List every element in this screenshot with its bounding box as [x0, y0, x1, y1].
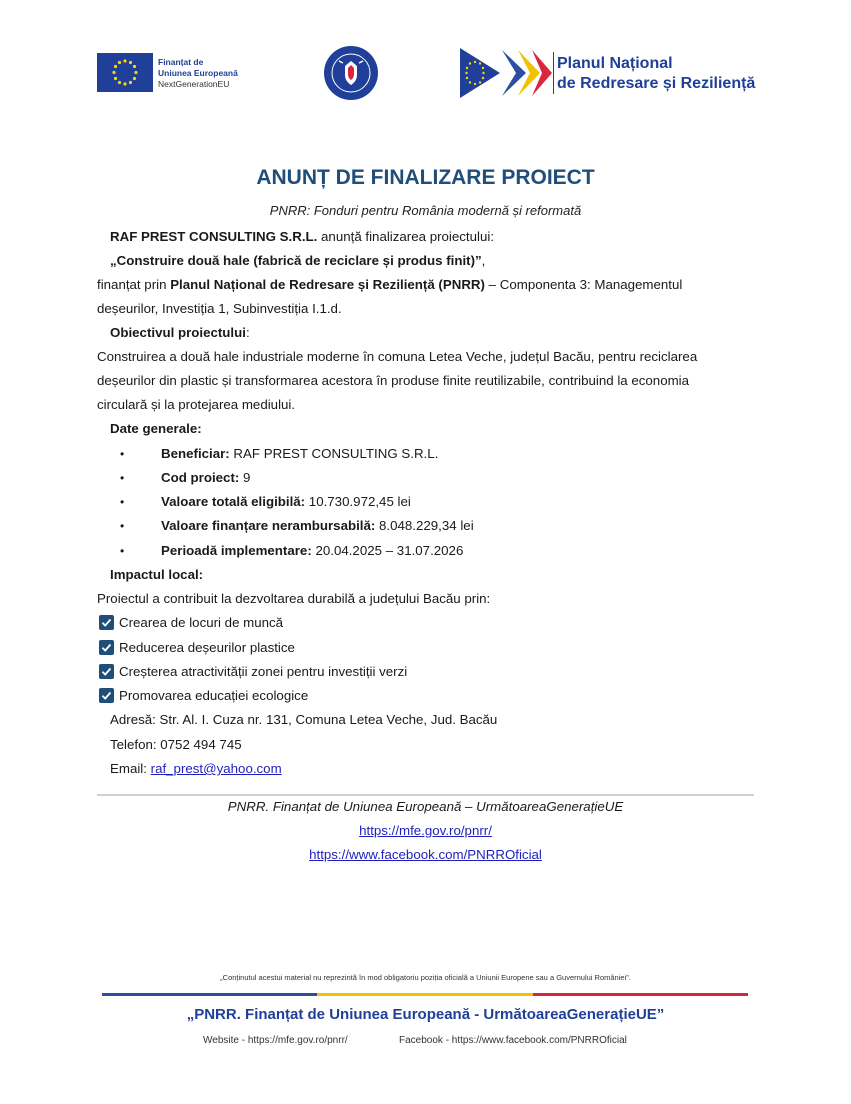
- footer-website: Website - https://mfe.gov.ro/pnrr/: [203, 1035, 348, 1046]
- tricolor-red: [533, 993, 748, 996]
- eu-text-line1: Finanțat de: [158, 57, 204, 67]
- page-title: ANUNȚ DE FINALIZARE PROIECT: [256, 166, 595, 189]
- financed-suffix: – Componenta 3: Managementul: [484, 277, 683, 292]
- objective-heading-colon: :: [245, 325, 250, 340]
- email-label: Email:: [110, 761, 151, 776]
- checklist-item: [99, 688, 308, 704]
- checklist-item: [99, 640, 295, 656]
- list-item: [120, 518, 474, 534]
- grant-value-label: Valoare finanțare nerambursabilă:: [161, 518, 376, 533]
- checkbox-checked-icon: [99, 615, 114, 630]
- beneficiary-label: Beneficiar:: [161, 446, 230, 461]
- contact-address: Adresă: Str. Al. I. Cuza nr. 131, Comuna Letea Veche, Jud. Bacău: [110, 712, 498, 727]
- page-subtitle: PNRR: Fonduri pentru România modernă și reformată: [269, 203, 582, 218]
- project-name: „Construire două hale (fabrică de reciclare și produs finit)”: [110, 253, 482, 268]
- footer-disclaimer: „Conținutul acestui material nu reprezintă în mod obligatoriu poziția oficială a Uniunii Europene sau a Guvernului României”.: [220, 973, 631, 982]
- checklist-item-text: Crearea de locuri de muncă: [119, 615, 284, 630]
- beneficiary-value: RAF PREST CONSULTING S.R.L.: [229, 446, 439, 461]
- impact-intro: Proiectul a contribuit la dezvoltarea durabilă a județului Bacău prin:: [97, 591, 491, 606]
- checkbox-checked-icon: [99, 664, 114, 679]
- general-heading: Date generale:: [110, 421, 202, 436]
- impact-heading: Impactul local:: [110, 567, 204, 582]
- objective-heading: Obiectivul proiectului: [110, 325, 246, 340]
- contact-email-line: [110, 761, 282, 777]
- bullet-icon: •: [120, 447, 125, 461]
- divider: [97, 794, 754, 796]
- eu-flag-icon: [97, 53, 153, 92]
- checklist-item: [99, 615, 283, 631]
- pnrr-title: [557, 54, 755, 94]
- bullet-icon: •: [120, 471, 125, 485]
- objective-text-3: circulară și la protejarea mediului.: [97, 397, 296, 412]
- mfe-link-line: [0, 823, 851, 839]
- footer-slogan: „PNRR. Finanțat de Uniunea Europeană - UrmătoareaGenerațieUE”: [186, 1006, 665, 1023]
- mfe-link[interactable]: https://mfe.gov.ro/pnrr/: [359, 823, 492, 838]
- project-name-line: [110, 253, 485, 269]
- objective-heading-line: [110, 325, 250, 341]
- list-item: [120, 446, 439, 462]
- facebook-link-line: [0, 847, 851, 863]
- funding-tagline: PNRR. Finanțat de Uniunea Europeană – UrmătoareaGenerațieUE: [227, 799, 624, 814]
- bullet-icon: •: [120, 519, 125, 533]
- total-eligible-label: Valoare totală eligibilă:: [161, 494, 306, 509]
- list-item: [120, 470, 251, 486]
- implementation-period-label: Perioadă implementare:: [161, 543, 312, 558]
- pnrr-title-line1: Planul Național: [557, 55, 673, 72]
- pnrr-logo-icon: [460, 48, 552, 98]
- financed-line: [97, 277, 682, 293]
- checklist-item-text: Promovarea educației ecologice: [119, 688, 309, 703]
- pnrr-separator: [553, 52, 554, 94]
- bullet-icon: •: [120, 544, 125, 558]
- checklist-item: [99, 664, 407, 680]
- company-name: RAF PREST CONSULTING S.R.L.: [110, 229, 318, 244]
- financed-line-2: deșeurilor, Investiția 1, Subinvestiția I.1.d.: [97, 301, 342, 316]
- list-item: [120, 494, 411, 510]
- romanian-government-seal-icon: [323, 45, 379, 101]
- project-name-comma: ,: [481, 253, 486, 268]
- email-link[interactable]: raf_prest@yahoo.com: [150, 761, 282, 776]
- eu-text-line2: Uniunea Europeană: [158, 68, 238, 78]
- implementation-period-value: 20.04.2025 – 31.07.2026: [311, 543, 464, 558]
- pnrr-title-line2: de Redresare și Reziliență: [557, 75, 756, 92]
- total-eligible-value: 10.730.972,45 lei: [305, 494, 411, 509]
- intro-announces: anunță finalizarea proiectului:: [317, 229, 495, 244]
- bullet-icon: •: [120, 495, 125, 509]
- facebook-link[interactable]: https://www.facebook.com/PNRROficial: [309, 847, 542, 862]
- eu-text-line3: NextGenerationEU: [158, 79, 230, 89]
- program-name: Planul Național de Redresare și Reziliență (PNRR): [170, 277, 485, 292]
- project-code-label: Cod proiect:: [161, 470, 240, 485]
- objective-text-1: Construirea a două hale industriale moderne în comuna Letea Veche, județul Bacău, pentru reciclarea: [97, 349, 698, 364]
- grant-value: 8.048.229,34 lei: [375, 518, 474, 533]
- tricolor-bar: [102, 993, 748, 996]
- financed-prefix: finanțat prin: [97, 277, 171, 292]
- tricolor-blue: [102, 993, 317, 996]
- objective-text-2: deșeurilor din plastic și transformarea acestora în produse finite reutilizabile, contribuind la economia: [97, 373, 690, 388]
- project-code-value: 9: [239, 470, 251, 485]
- list-item: [120, 543, 464, 559]
- checkbox-checked-icon: [99, 688, 114, 703]
- checkbox-checked-icon: [99, 640, 114, 655]
- eu-funding-label: [158, 57, 238, 90]
- tricolor-yellow: [317, 993, 532, 996]
- footer-facebook: Facebook - https://www.facebook.com/PNRROficial: [399, 1035, 627, 1046]
- intro-line: [110, 229, 494, 245]
- checklist-item-text: Creșterea atractivității zonei pentru investiții verzi: [119, 664, 408, 679]
- checklist-item-text: Reducerea deșeurilor plastice: [119, 640, 295, 655]
- contact-phone: Telefon: 0752 494 745: [110, 737, 242, 752]
